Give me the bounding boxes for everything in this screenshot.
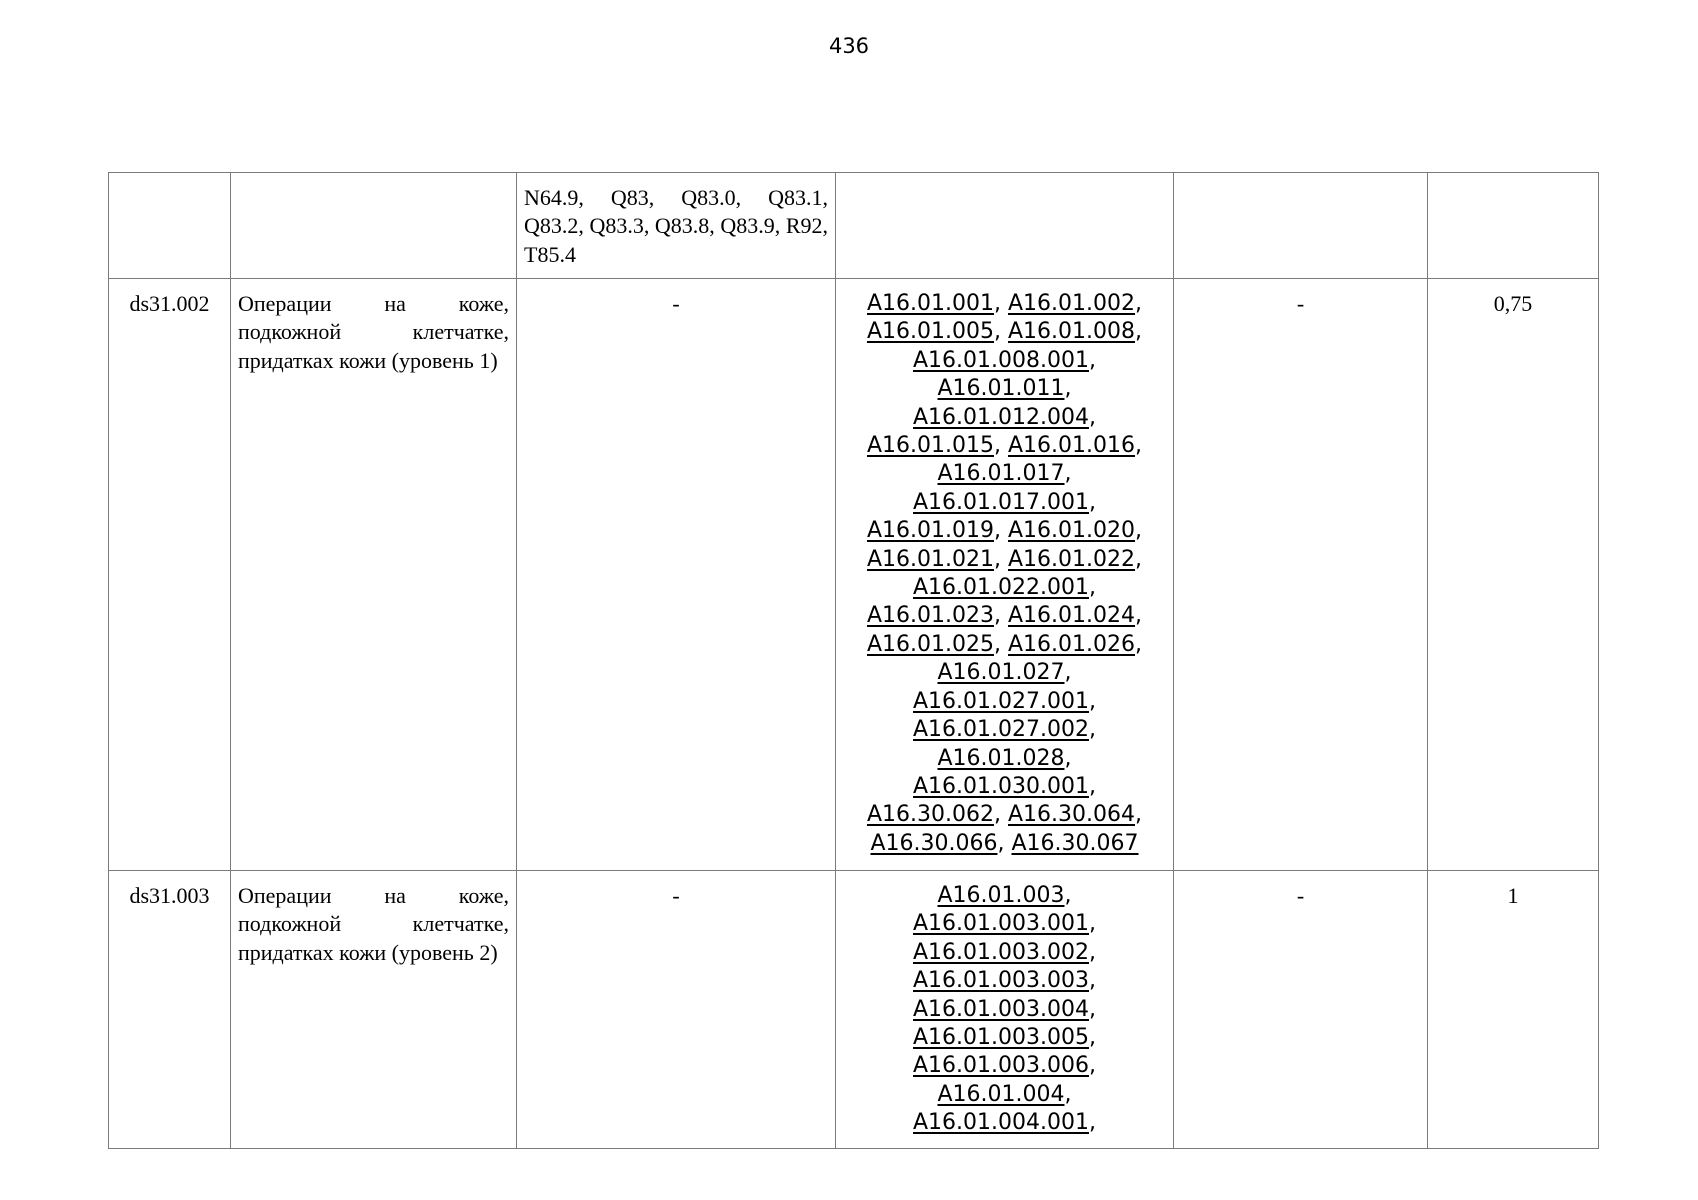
diagnosis-codes-cell: N64.9, Q83, Q83.0, Q83.1, Q83.2, Q83.3, Q83.8, Q83.9, R92, T85.4	[517, 173, 836, 279]
operation-code-link[interactable]: A16.01.022	[1008, 546, 1136, 572]
operation-code-link[interactable]: A16.01.016	[1008, 433, 1136, 459]
operation-code-link[interactable]: A16.01.004.001	[913, 1110, 1089, 1136]
group-name-cell: Операции на коже, подкожной клетчатке, придатках кожи (уровень 1)	[231, 279, 517, 871]
diagnosis-codes-cell: -	[517, 279, 836, 871]
coefficient-cell: 0,75	[1428, 279, 1599, 871]
operation-code-link[interactable]: A16.30.062	[866, 802, 994, 828]
operation-code-link[interactable]: A16.01.004	[937, 1081, 1065, 1107]
tariff-table	[108, 172, 1599, 1149]
group-code-cell	[109, 173, 231, 279]
extra-criteria-cell	[1174, 173, 1428, 279]
extra-criteria-cell: -	[1174, 279, 1428, 871]
operation-code-link[interactable]: A16.01.017.001	[913, 489, 1089, 515]
group-name-cell: Операции на коже, подкожной клетчатке, придатках кожи (уровень 2)	[231, 871, 517, 1149]
operation-code-link[interactable]: A16.01.015	[866, 433, 994, 459]
operation-code-link[interactable]: A16.01.026	[1008, 631, 1136, 657]
page-number: 436	[828, 34, 870, 58]
operation-code-link[interactable]: A16.01.022.001	[913, 575, 1089, 601]
operation-code-link[interactable]: A16.30.066	[870, 830, 998, 856]
operation-code-link[interactable]: A16.01.003.003	[913, 968, 1089, 994]
operation-code-link[interactable]: A16.30.064	[1008, 802, 1136, 828]
operation-codes-cell: A16.01.003, A16.01.003.001, A16.01.003.002, A16.01.003.003, A16.01.003.004, A16.01.003.005, A16.01.003.006, A16.01.004, A16.01.004.001,	[836, 871, 1174, 1149]
operation-code-link[interactable]: A16.01.025	[866, 631, 994, 657]
operation-code-link[interactable]: A16.01.003.005	[913, 1025, 1089, 1051]
operation-code-link[interactable]: A16.01.028	[937, 745, 1065, 771]
diagnosis-codes-cell: -	[517, 871, 836, 1149]
operation-code-link[interactable]: A16.01.003.004	[913, 996, 1089, 1022]
operation-code-link[interactable]: A16.01.030.001	[913, 773, 1089, 799]
operation-code-link[interactable]: A16.01.008	[1008, 319, 1136, 345]
operation-code-link[interactable]: A16.01.017	[937, 461, 1065, 487]
operation-code-link[interactable]: A16.01.027	[937, 660, 1065, 686]
operation-code-link[interactable]: A16.01.019	[866, 518, 994, 544]
table-row	[109, 871, 1599, 1149]
operation-code-link[interactable]: A16.01.027.002	[913, 717, 1089, 743]
operation-code-link[interactable]: A16.01.003.006	[913, 1053, 1089, 1079]
operation-code-link[interactable]: A16.01.027.001	[913, 688, 1089, 714]
operation-code-link[interactable]: A16.01.001	[866, 291, 994, 316]
coefficient-cell: 1	[1428, 871, 1599, 1149]
operation-code-link[interactable]: A16.01.021	[866, 546, 994, 572]
group-code-cell: ds31.003	[109, 871, 231, 1149]
operation-codes-cell	[836, 173, 1174, 279]
extra-criteria-cell: -	[1174, 871, 1428, 1149]
operation-code-link[interactable]: A16.01.002	[1008, 291, 1136, 316]
operation-code-link[interactable]: A16.01.005	[866, 319, 994, 345]
group-code-cell: ds31.002	[109, 279, 231, 871]
operation-code-link[interactable]: A16.01.024	[1008, 603, 1136, 629]
operation-code-link[interactable]: A16.01.012.004	[913, 404, 1089, 430]
operation-code-link[interactable]: A16.01.011	[937, 376, 1065, 402]
operation-code-link[interactable]: A16.01.023	[866, 603, 994, 629]
coefficient-cell	[1428, 173, 1599, 279]
operation-code-link[interactable]: A16.01.020	[1008, 518, 1136, 544]
operation-code-link[interactable]: A16.30.067	[1011, 830, 1139, 856]
operation-code-link[interactable]: A16.01.003.002	[913, 939, 1089, 965]
table-row	[109, 173, 1599, 279]
operation-code-link[interactable]: A16.01.003	[937, 883, 1065, 908]
operation-code-link[interactable]: A16.01.003.001	[913, 911, 1089, 937]
operation-code-link[interactable]: A16.01.008.001	[913, 347, 1089, 373]
operation-codes-cell: A16.01.001, A16.01.002, A16.01.005, A16.01.008, A16.01.008.001, A16.01.011, A16.01.012.004, A16.01.015, A16.01.016, A16.01.017, A16.01.017.001, A16.01.019, A16.01.020, A16.01.021, A16.01.022, A16.01.022.001, A16.01.023, A16.01.024, A16.01.025, A16.01.026, A16.01.027, A16.01.027.001, A16.01.027.002, A16.01.028, A16.01.030.001, A16.30.062, A16.30.064, A16.30.066, A16.30.067	[836, 279, 1174, 871]
group-name-cell	[231, 173, 517, 279]
table-row	[109, 279, 1599, 871]
